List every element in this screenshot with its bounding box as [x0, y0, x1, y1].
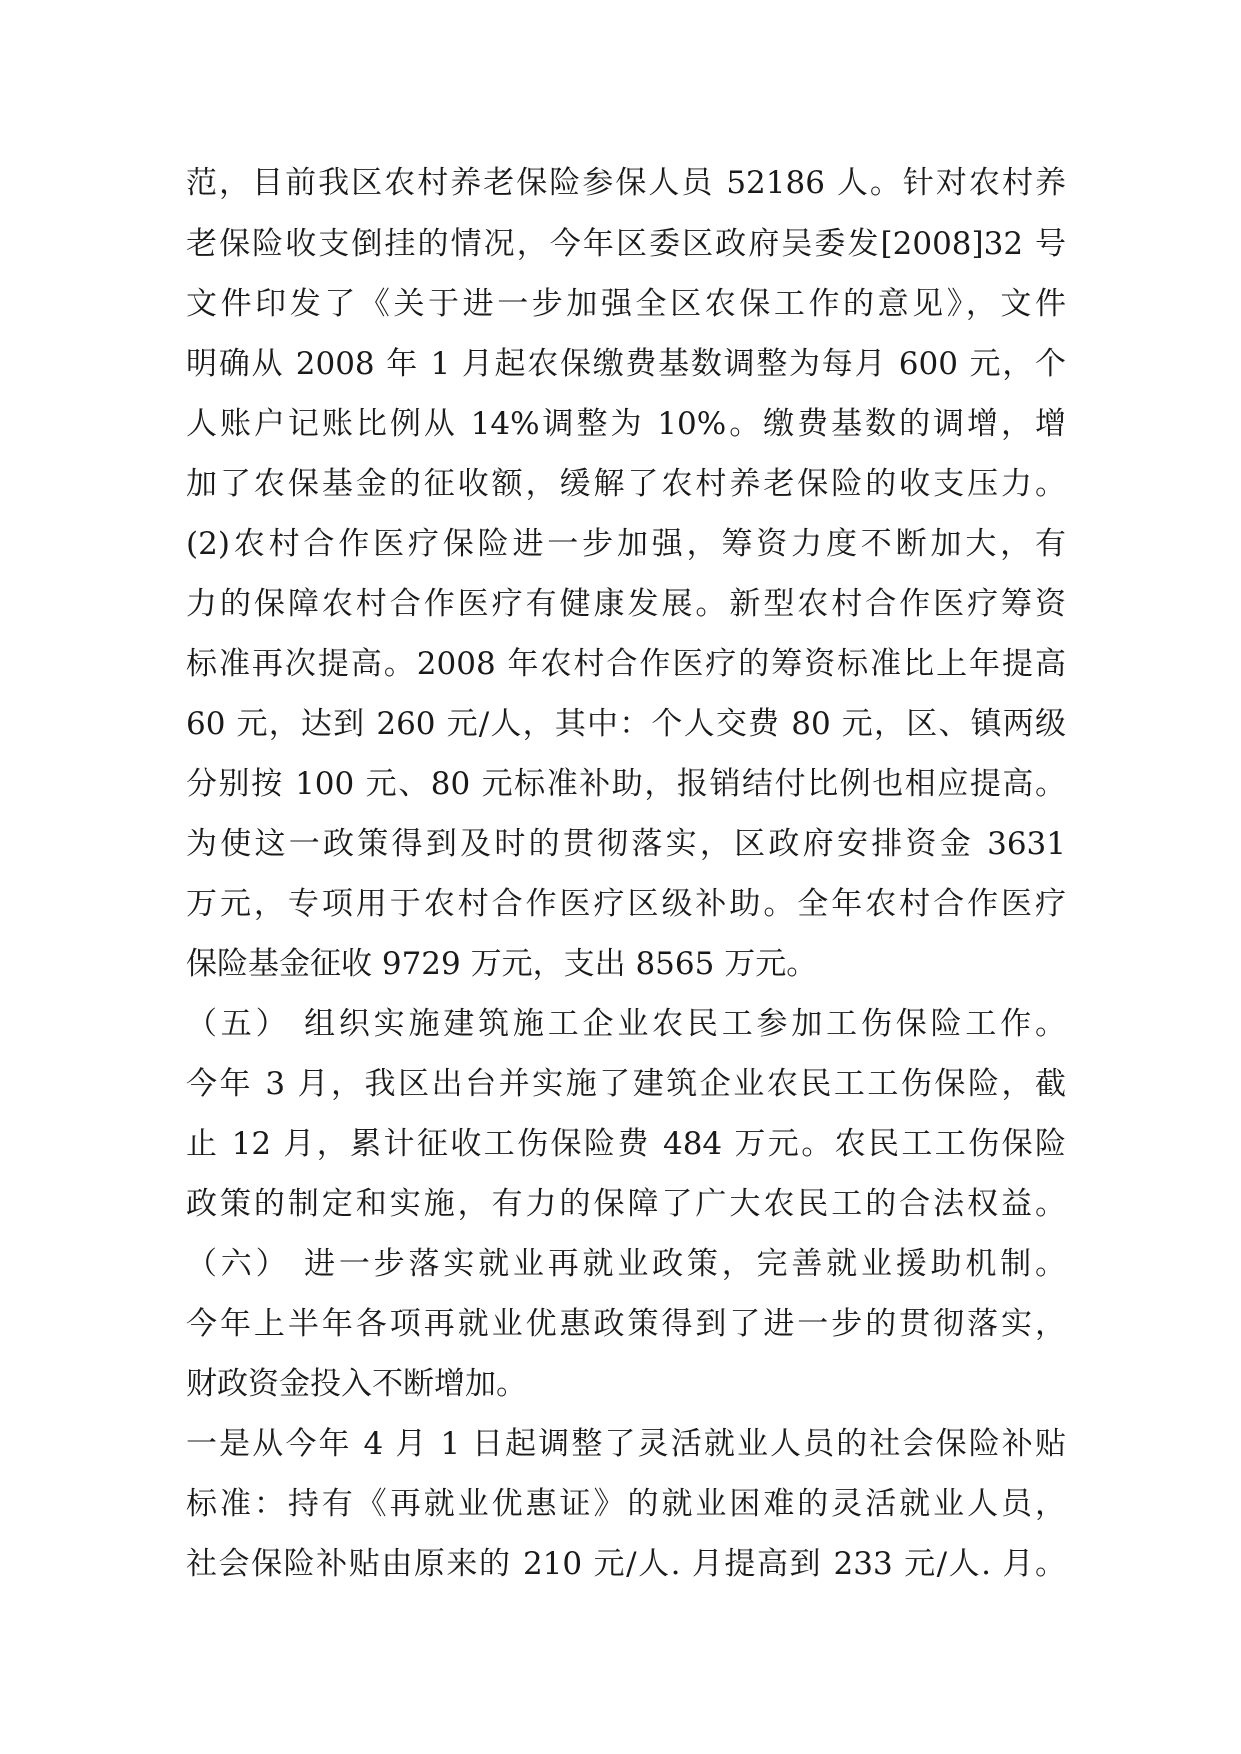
- text-line: 止 12 月，累计征收工伤保险费 484 万元。农民工工伤保险: [186, 1126, 1066, 1162]
- text-line: 今年 3 月，我区出台并实施了建筑企业农民工工伤保险，截: [186, 1066, 1066, 1102]
- text-line: 政策的制定和实施，有力的保障了广大农民工的合法权益。: [186, 1186, 1066, 1222]
- text-line: 一是从今年 4 月 1 日起调整了灵活就业人员的社会保险补贴: [186, 1426, 1066, 1462]
- text-line: 为使这一政策得到及时的贯彻落实，区政府安排资金 3631: [186, 826, 1066, 862]
- text-line: 老保险收支倒挂的情况，今年区委区政府吴委发[2008]32 号: [186, 226, 1066, 262]
- text-line: 今年上半年各项再就业优惠政策得到了进一步的贯彻落实，: [186, 1306, 1066, 1342]
- text-line: 60 元，达到 260 元/人，其中：个人交费 80 元，区、镇两级: [186, 706, 1066, 742]
- text-line: 财政资金投入不断增加。: [186, 1366, 527, 1402]
- text-line: 社会保险补贴由原来的 210 元/人. 月提高到 233 元/人. 月。: [186, 1546, 1066, 1582]
- text-line: 保险基金征收 9729 万元，支出 8565 万元。: [186, 946, 818, 982]
- text-line: 明确从 2008 年 1 月起农保缴费基数调整为每月 600 元，个: [186, 346, 1066, 382]
- text-line: 分别按 100 元、80 元标准补助，报销结付比例也相应提高。: [186, 766, 1066, 802]
- section-heading: （六） 进一步落实就业再就业政策，完善就业援助机制。: [186, 1246, 1066, 1282]
- text-line: 加了农保基金的征收额，缓解了农村养老保险的收支压力。: [186, 466, 1066, 502]
- text-line: 标准再次提高。2008 年农村合作医疗的筹资标准比上年提高: [186, 646, 1066, 682]
- text-line: 文件印发了《关于进一步加强全区农保工作的意见》，文件: [186, 286, 1066, 322]
- text-line: 标准：持有《再就业优惠证》的就业困难的灵活就业人员，: [186, 1486, 1066, 1522]
- section-heading: （五） 组织实施建筑施工企业农民工参加工伤保险工作。: [186, 1006, 1066, 1042]
- text-line: 范，目前我区农村养老保险参保人员 52186 人。针对农村养: [186, 165, 1066, 201]
- text-line: 万元，专项用于农村合作医疗区级补助。全年农村合作医疗: [186, 886, 1066, 922]
- text-line: 力的保障农村合作医疗有健康发展。新型农村合作医疗筹资: [186, 586, 1066, 622]
- text-line: 人账户记账比例从 14%调整为 10%。缴费基数的调增，增: [186, 406, 1066, 442]
- text-line: (2)农村合作医疗保险进一步加强，筹资力度不断加大，有: [186, 526, 1066, 562]
